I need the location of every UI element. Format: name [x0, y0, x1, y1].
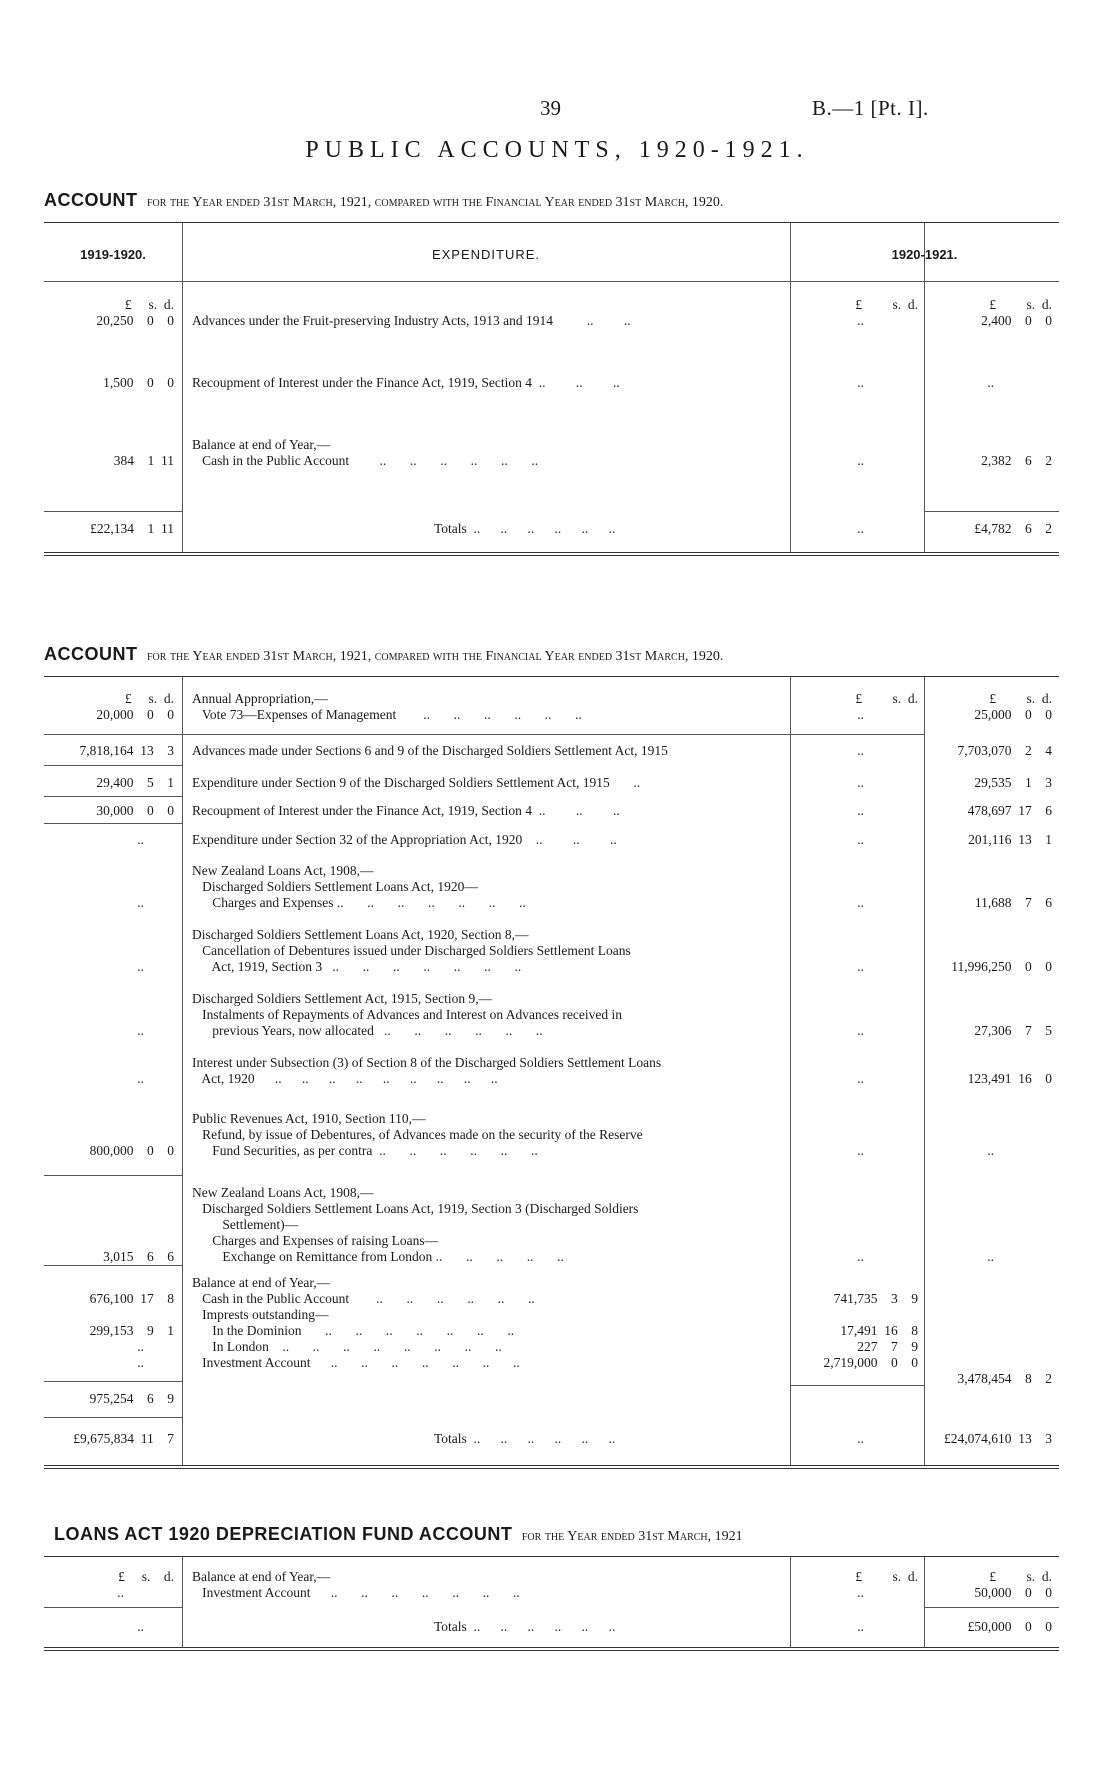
- a2-r10-left: 800,000 0 0: [89, 1143, 174, 1158]
- account2-title-bold: ACCOUNT: [44, 644, 138, 664]
- a2-r10-right: ..: [987, 1143, 994, 1158]
- account2-table: [44, 676, 1059, 1469]
- account2-title-rest: for the Year ended 31st March, 1921, compared with the Financial Year ended 31st March, 1920.: [147, 649, 724, 664]
- a2-r12-l0-desc: Cash in the Public Account .. .. .. .. .. ..: [192, 1291, 535, 1306]
- a2-r3-mid: ..: [857, 775, 864, 790]
- a2-r12-l2-mid: 17,491 16 8: [840, 1323, 918, 1338]
- a2-r7-left: ..: [137, 959, 144, 974]
- a2-r9-d2: Act, 1920 .. .. .. .. .. .. .. .. ..: [192, 1071, 498, 1086]
- a2-r5-right: 201,116 13 1: [968, 832, 1052, 847]
- totals-label: Totals .. .. .. .. .. ..: [434, 521, 616, 536]
- a3-unit-mid: £ s. d.: [855, 1569, 918, 1584]
- totals-left: £22,134 1 11: [90, 521, 174, 536]
- a2-r5-left: ..: [137, 832, 144, 847]
- a2-r6-d3: Charges and Expenses .. .. .. .. .. .. ..: [192, 895, 526, 910]
- a2-r6-mid: ..: [857, 895, 864, 910]
- a2-r3-d1: Expenditure under Section 9 of the Discharged Soldiers Settlement Act, 1915 ..: [192, 775, 641, 790]
- a2-r11-d5: Exchange on Remittance from London .. .. .. .. ..: [192, 1249, 564, 1264]
- a2-r11-d2: Discharged Soldiers Settlement Loans Act, 1919, Section 3 (Discharged Soldiers: [192, 1201, 639, 1216]
- a2-r6-right: 11,688 7 6: [974, 895, 1052, 910]
- a2-r7-d1: Discharged Soldiers Settlement Loans Act, 1920, Section 8,—: [192, 927, 529, 942]
- a2-r1-left: 20,000 0 0: [96, 707, 174, 722]
- a2-r12-l2-left: 299,153 9 1: [89, 1323, 174, 1338]
- account3-table: [44, 1556, 1059, 1651]
- a3-totals-left: ..: [137, 1619, 144, 1634]
- a3-unit-left: £ s. d.: [118, 1569, 174, 1584]
- page-title: PUBLIC ACCOUNTS, 1920-1921.: [305, 137, 809, 163]
- a3-mid: ..: [857, 1585, 864, 1600]
- a2-r12-l2-desc: In the Dominion .. .. .. .. .. .. ..: [192, 1323, 515, 1338]
- a2-r6-left: ..: [137, 895, 144, 910]
- totals-right: £4,782 6 2: [974, 521, 1052, 536]
- a2-r10-d3: Fund Securities, as per contra .. .. .. .. .. ..: [192, 1143, 538, 1158]
- a2-r11-left: 3,015 6 6: [103, 1249, 174, 1264]
- a2-r1-mid: ..: [857, 707, 864, 722]
- a2-r9-d1: Interest under Subsection (3) of Section 8 of the Discharged Soldiers Settlement Loans: [192, 1055, 662, 1070]
- a2-r4-right: 478,697 17 6: [967, 803, 1052, 818]
- a2-r5-d1: Expenditure under Section 32 of the Appropriation Act, 1920 .. .. ..: [192, 832, 617, 847]
- row-2-left: 1,500 0 0: [103, 375, 174, 390]
- a2-r11-mid: ..: [857, 1249, 864, 1264]
- a3-totals-right: £50,000 0 0: [967, 1619, 1052, 1634]
- unit-mid: £ s. d.: [855, 297, 918, 312]
- a2-r10-d2: Refund, by issue of Debentures, of Advances made on the security of the Reserve: [192, 1127, 643, 1142]
- a2-r6-d1: New Zealand Loans Act, 1908,—: [192, 863, 374, 878]
- a2-r7-mid: ..: [857, 959, 864, 974]
- a2-r2-right: 7,703,070 2 4: [957, 743, 1052, 758]
- totals-mid: ..: [857, 521, 864, 536]
- a2-r12-l4-mid: 2,719,000 0 0: [823, 1355, 918, 1370]
- a2-unit-right: £ s. d.: [989, 691, 1052, 706]
- row-2-mid: ..: [857, 375, 864, 390]
- a2-r12-l1-desc: Imprests outstanding—: [192, 1307, 329, 1322]
- a2-r2-d1: Advances made under Sections 6 and 9 of the Discharged Soldiers Settlement Act, 1915: [192, 743, 668, 758]
- a2-r9-right: 123,491 16 0: [967, 1071, 1052, 1086]
- row-3-right: 2,382 6 2: [981, 453, 1052, 468]
- a2-r2-mid: ..: [857, 743, 864, 758]
- a2-r11-d4: Charges and Expenses of raising Loans—: [192, 1233, 439, 1248]
- unit-right: £ s. d.: [989, 297, 1052, 312]
- account3-title-bold: LOANS ACT 1920 DEPRECIATION FUND ACCOUNT: [54, 1524, 513, 1544]
- row-3-left: 384 1 11: [113, 453, 174, 468]
- a2-r8-right: 27,306 7 5: [974, 1023, 1052, 1038]
- a2-r1-d1: Annual Appropriation,—: [192, 691, 328, 706]
- a2-r12-d1: Balance at end of Year,—: [192, 1275, 331, 1290]
- row-3-desc1: Balance at end of Year,—: [192, 437, 331, 452]
- a3-unit-right: £ s. d.: [989, 1569, 1052, 1584]
- a2-r12-l0-left: 676,100 17 8: [89, 1291, 174, 1306]
- col-header-1920: 1920-1921.: [891, 247, 958, 262]
- unit-left: £ s. d.: [124, 297, 174, 312]
- a2-r9-left: ..: [137, 1071, 144, 1086]
- row-3-desc: Cash in the Public Account .. .. .. .. .. ..: [192, 453, 539, 468]
- a2-totals-mid: ..: [857, 1431, 864, 1446]
- a2-r4-d1: Recoupment of Interest under the Finance Act, 1919, Section 4 .. .. ..: [192, 803, 620, 818]
- account3-title: [54, 1524, 1094, 1545]
- a3-right: 50,000 0 0: [974, 1585, 1052, 1600]
- a2-r12-subtotal-left: 975,254 6 9: [89, 1391, 174, 1406]
- a2-r8-d1: Discharged Soldiers Settlement Act, 1915, Section 9,—: [192, 991, 493, 1006]
- page-number: 39: [540, 96, 561, 120]
- row-1-left: 20,250 0 0: [96, 313, 174, 328]
- account1-title: [44, 190, 1084, 211]
- account2-title: [44, 644, 1084, 665]
- a2-r8-d2: Instalments of Repayments of Advances and Interest on Advances received in: [192, 1007, 622, 1022]
- account1-title-bold: ACCOUNT: [44, 190, 138, 210]
- row-1-desc: Advances under the Fruit-preserving Industry Acts, 1913 and 1914 .. ..: [192, 313, 631, 328]
- a2-r3-right: 29,535 1 3: [974, 775, 1052, 790]
- a3-totals-label: Totals .. .. .. .. .. ..: [434, 1619, 616, 1634]
- row-2-right: ..: [987, 375, 994, 390]
- a2-r11-d3: Settlement)—: [192, 1217, 299, 1232]
- a2-r8-mid: ..: [857, 1023, 864, 1038]
- a2-totals-right: £24,074,610 13 3: [944, 1431, 1052, 1446]
- a2-r9-mid: ..: [857, 1071, 864, 1086]
- a2-unit-mid: £ s. d.: [855, 691, 918, 706]
- a2-r7-right: 11,996,250 0 0: [951, 959, 1052, 974]
- a2-r12-l0-mid: 741,735 3 9: [833, 1291, 918, 1306]
- a2-r6-d2: Discharged Soldiers Settlement Loans Act, 1920—: [192, 879, 478, 894]
- row-3-mid: ..: [857, 453, 864, 468]
- a2-r3-left: 29,400 5 1: [96, 775, 174, 790]
- a2-r11-right: ..: [987, 1249, 994, 1264]
- a2-r7-d3: Act, 1919, Section 3 .. .. .. .. .. .. ..: [192, 959, 522, 974]
- a2-totals-left: £9,675,834 11 7: [73, 1431, 174, 1446]
- a2-r10-mid: ..: [857, 1143, 864, 1158]
- a2-r1-right: 25,000 0 0: [974, 707, 1052, 722]
- col-header-1919: 1919-1920.: [80, 247, 146, 262]
- a2-r8-d3: previous Years, now allocated .. .. .. .. .. ..: [192, 1023, 543, 1038]
- a2-totals-label: Totals .. .. .. .. .. ..: [434, 1431, 616, 1446]
- row-1-mid: ..: [857, 313, 864, 328]
- a2-r12-l4-left: ..: [137, 1355, 144, 1370]
- a2-r12-l3-desc: In London .. .. .. .. .. .. .. ..: [192, 1339, 502, 1354]
- a3-left: ..: [117, 1585, 124, 1600]
- a2-r10-d1: Public Revenues Act, 1910, Section 110,—: [192, 1111, 426, 1126]
- col-header-expenditure: EXPENDITURE.: [431, 247, 541, 262]
- a2-r12-right: 3,478,454 8 2: [957, 1371, 1052, 1386]
- a2-r12-l3-left: ..: [137, 1339, 144, 1354]
- row-2-desc: Recoupment of Interest under the Finance Act, 1919, Section 4 .. .. ..: [192, 375, 620, 390]
- a2-r4-mid: ..: [857, 803, 864, 818]
- a2-r11-d1: New Zealand Loans Act, 1908,—: [192, 1185, 374, 1200]
- a2-r5-mid: ..: [857, 832, 864, 847]
- document-reference: B.—1 [Pt. I].: [812, 96, 929, 120]
- a2-r12-l3-mid: 227 7 9: [857, 1339, 918, 1354]
- account3-title-rest: for the Year ended 31st March, 1921: [521, 1529, 743, 1544]
- account1-title-rest: for the Year ended 31st March, 1921, compared with the Financial Year ended 31st March, 1920.: [147, 195, 724, 210]
- a3-d2: Investment Account .. .. .. .. .. .. ..: [192, 1585, 520, 1600]
- a3-d1: Balance at end of Year,—: [192, 1569, 331, 1584]
- a2-r2-left: 7,818,164 13 3: [79, 743, 174, 758]
- account1-table: [44, 222, 1059, 556]
- a2-r1-d2: Vote 73—Expenses of Management .. .. .. .. .. ..: [192, 707, 582, 722]
- a2-r8-left: ..: [137, 1023, 144, 1038]
- a3-totals-mid: ..: [857, 1619, 864, 1634]
- a2-r12-l4-desc: Investment Account .. .. .. .. .. .. ..: [192, 1355, 520, 1370]
- a2-unit-left: £ s. d.: [124, 691, 174, 706]
- row-1-right: 2,400 0 0: [981, 313, 1052, 328]
- a2-r7-d2: Cancellation of Debentures issued under Discharged Soldiers Settlement Loans: [192, 943, 631, 958]
- a2-r4-left: 30,000 0 0: [96, 803, 174, 818]
